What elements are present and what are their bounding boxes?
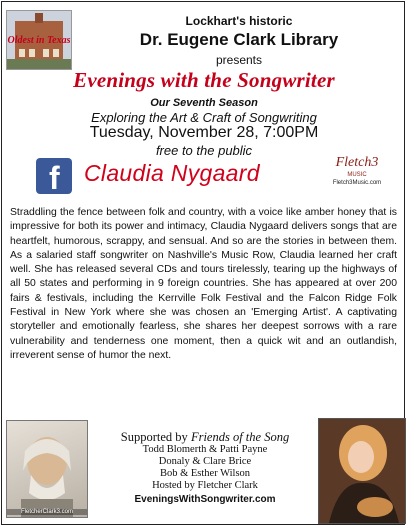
facebook-glyph: f [49,160,60,196]
facebook-icon[interactable] [36,158,72,194]
event-price: free to the public [155,143,253,158]
fletcher-music-logo [328,155,386,199]
event-title: Evenings with the Songwriter [73,68,335,92]
event-date: Tuesday, November 28, 7:00PM [89,124,319,141]
host-line: Hosted by Fletcher Clark [152,480,258,491]
host-photo [6,420,88,518]
support-group: Friends of the Song [190,430,290,444]
artist-portrait-icon [319,419,405,523]
website-link[interactable]: EveningsWithSongwriter.com [134,494,276,505]
logo-text: Oldest in Texas [7,35,71,46]
presents-text: presents [215,53,263,67]
fletcher-logo-url: Fletch3Music.com [332,180,382,186]
artist-photo [318,418,406,524]
artist-name: Claudia Nygaard [84,160,260,186]
fletcher-logo-name: Fletch3 [335,155,379,170]
supporter-line: Donaly & Clare Brice [158,456,252,467]
supporter-line: Bob & Esther Wilson [159,468,251,479]
host-portrait-icon [7,421,87,517]
support-lead-prefix: Supported by [120,430,191,444]
library-name: Dr. Eugene Clark Library [139,30,339,49]
support-block [90,430,320,506]
event-season: Our Seventh Season [150,97,258,109]
event-subtitle: Exploring the Art & Craft of Songwriting [91,110,317,125]
supporter-line: Todd Blomerth & Patti Payne [142,444,268,455]
header-line1: Lockhart's historic [185,14,293,28]
host-photo-caption: FletcherClark3.com [7,509,87,515]
support-lead [90,430,320,444]
artist-bio: Straddling the fence between folk and country, with a voice like amber honey that is impressive for both its power and intimacy, Claudia Nygaard delivers songs that are heartfelt, humorous, scrappy, and sensual. And so are the stories in between them. As a salaried staff songwriter on Nashville's Music Row, Claudia learned her craft well. She has released several CDs and tours tirelessly, tearing up the highways of all 50 states and performing in 9 foreign countries. She has appeared at over 200 fairs & festivals, including the Kerrville Folk Festival and the Falcon Ridge Folk Festival in New York where she was chosen an 'Emerging Artist'. A captivating storyteller and emotionally fearless, she shares her deepest sorrows with a rare vulnerability and tenderness one moment, then a quick wit and an outlandish, irreverent sense of humor the next. [10,207,397,361]
library-logo [6,10,72,70]
fletcher-logo-mid: MUSIC [347,172,367,178]
